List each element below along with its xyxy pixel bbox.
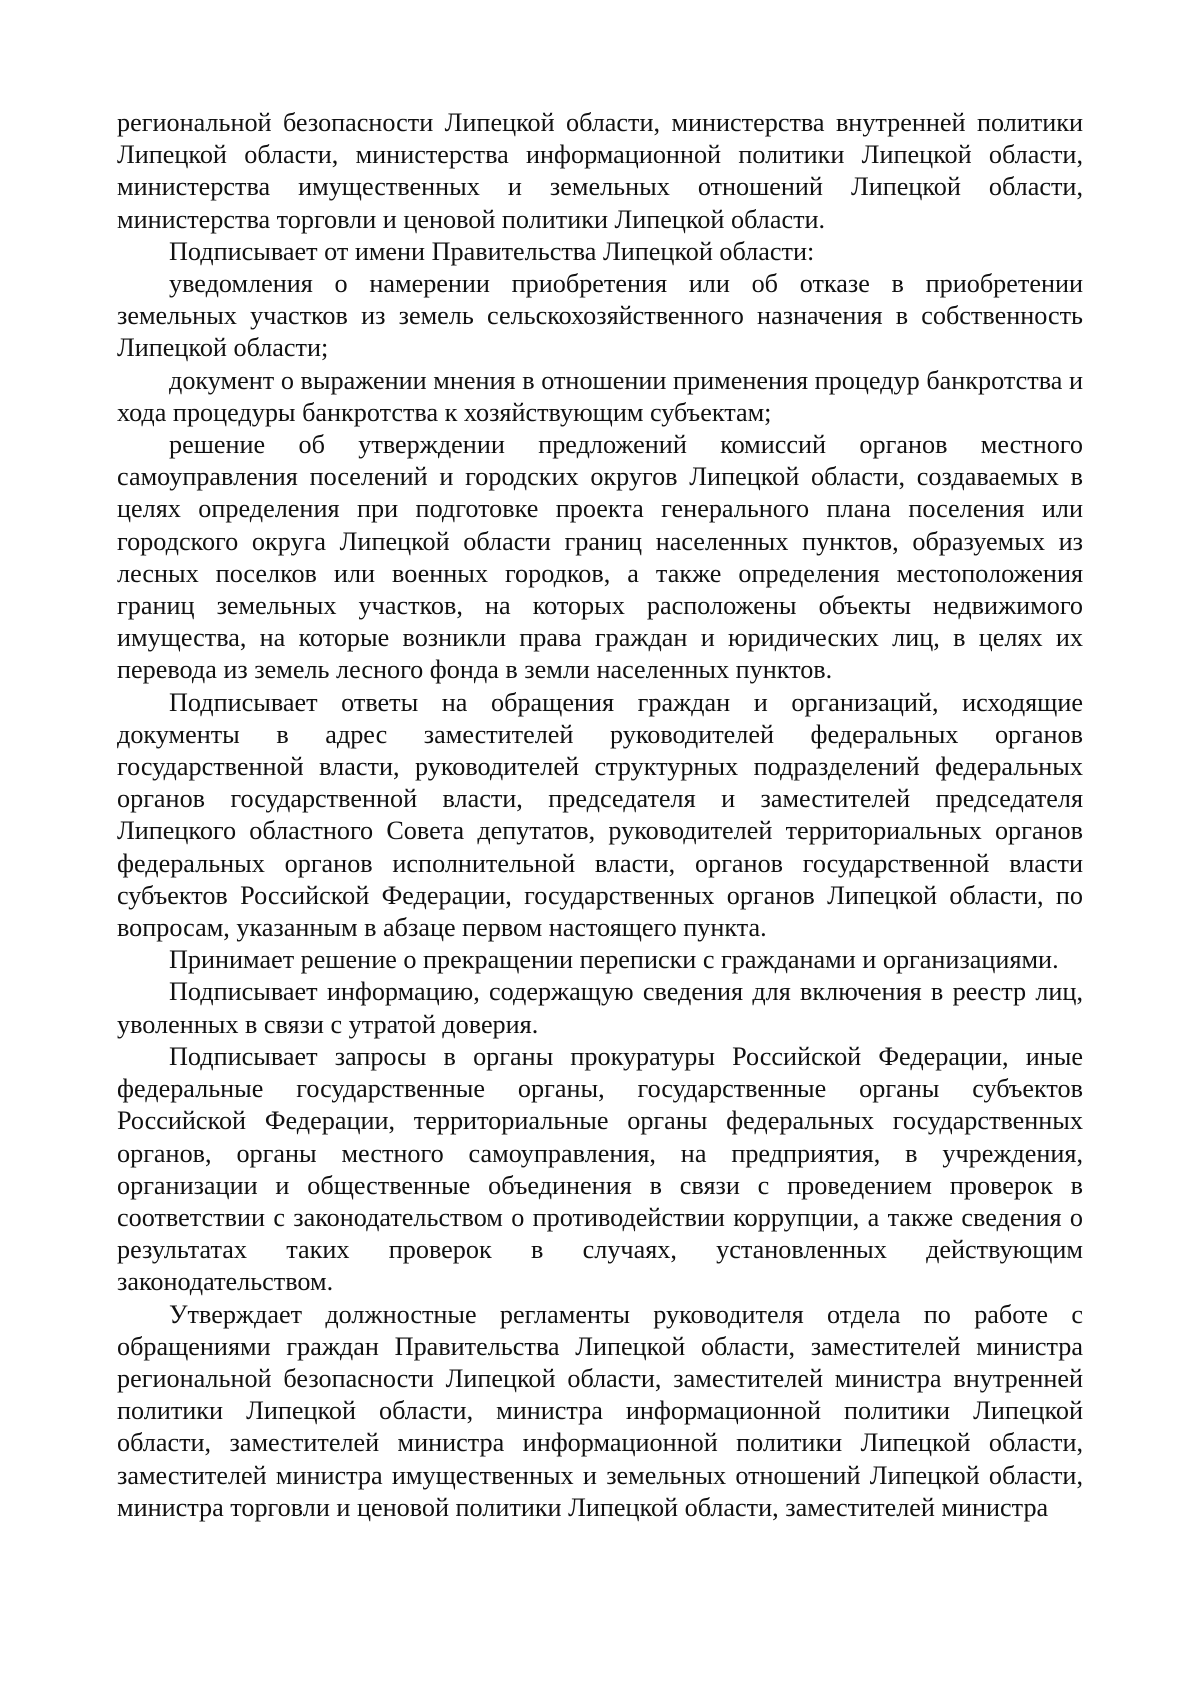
paragraph-signs-on-behalf: Подписывает от имени Правительства Липецкой области:	[169, 236, 815, 266]
paragraph-continuation: региональной безопасности Липецкой области, министерства внутренней политики Липецкой области, министерства информационной политики Липецкой области, министерства имущественных и земельных отношений Липецкой области, министерства торговли и ценовой политики Липецкой области.	[117, 108, 1083, 234]
paragraph-bankruptcy-opinion: документ о выражении мнения в отношении применения процедур банкротства и хода процедуры банкротства к хозяйствующим субъектам;	[117, 365, 1083, 427]
paragraph-prosecution-requests: Подписывает запросы в органы прокуратуры Российской Федерации, иные федеральные государственные органы, государственные органы субъектов Российской Федерации, территориальные органы федеральных государственных органов, органы местного самоуправления, на предприятия, в учреждения, организации и общественные объединения в связи с проведением проверок в соответствии с законодательством о противодействии коррупции, а также сведения о результатах таких проверок в случаях, установленных действующим законодательством.	[117, 1041, 1083, 1297]
paragraph-registry-information: Подписывает информацию, содержащую сведения для включения в реестр лиц, уволенных в связи с утратой доверия.	[117, 977, 1083, 1039]
document-page	[117, 107, 1083, 1524]
paragraph-correspondence-termination: Принимает решение о прекращении переписки с гражданами и организациями.	[169, 945, 1059, 975]
paragraph-commission-decision: решение об утверждении предложений комиссий органов местного самоуправления поселений и городских округов Липецкой области, создаваемых в целях определения при подготовке проекта генерального плана поселения или городского округа Липецкой области границ населенных пунктов, образуемых из лесных поселков или военных городков, а также определения местоположения границ земельных участков, на которых расположены объекты недвижимого имущества, на которые возникли права граждан и юридических лиц, в целях их перевода из земель лесного фонда в земли населенных пунктов.	[117, 430, 1083, 685]
paragraph-approves-regulations: Утверждает должностные регламенты руководителя отдела по работе с обращениями граждан Правительства Липецкой области, заместителей министра региональной безопасности Липецкой области, заместителей министра внутренней политики Липецкой области, министра информационной политики Липецкой области, заместителей министра информационной политики Липецкой области, заместителей министра имущественных и земельных отношений Липецкой области, министра торговли и ценовой политики Липецкой области, заместителей министра	[117, 1299, 1083, 1522]
paragraph-land-notifications: уведомления о намерении приобретения или об отказе в приобретении земельных участков из земель сельскохозяйственного назначения в собственность Липецкой области;	[117, 269, 1083, 363]
paragraph-signs-responses: Подписывает ответы на обращения граждан и организаций, исходящие документы в адрес заместителей руководителей федеральных органов государственной власти, руководителей структурных подразделений федеральных органов государственной власти, председателя и заместителей председателя Липецкого областного Совета депутатов, руководителей территориальных органов федеральных органов исполнительной власти, органов государственной власти субъектов Российской Федерации, государственных органов Липецкой области, по вопросам, указанным в абзаце первом настоящего пункта.	[117, 687, 1083, 943]
